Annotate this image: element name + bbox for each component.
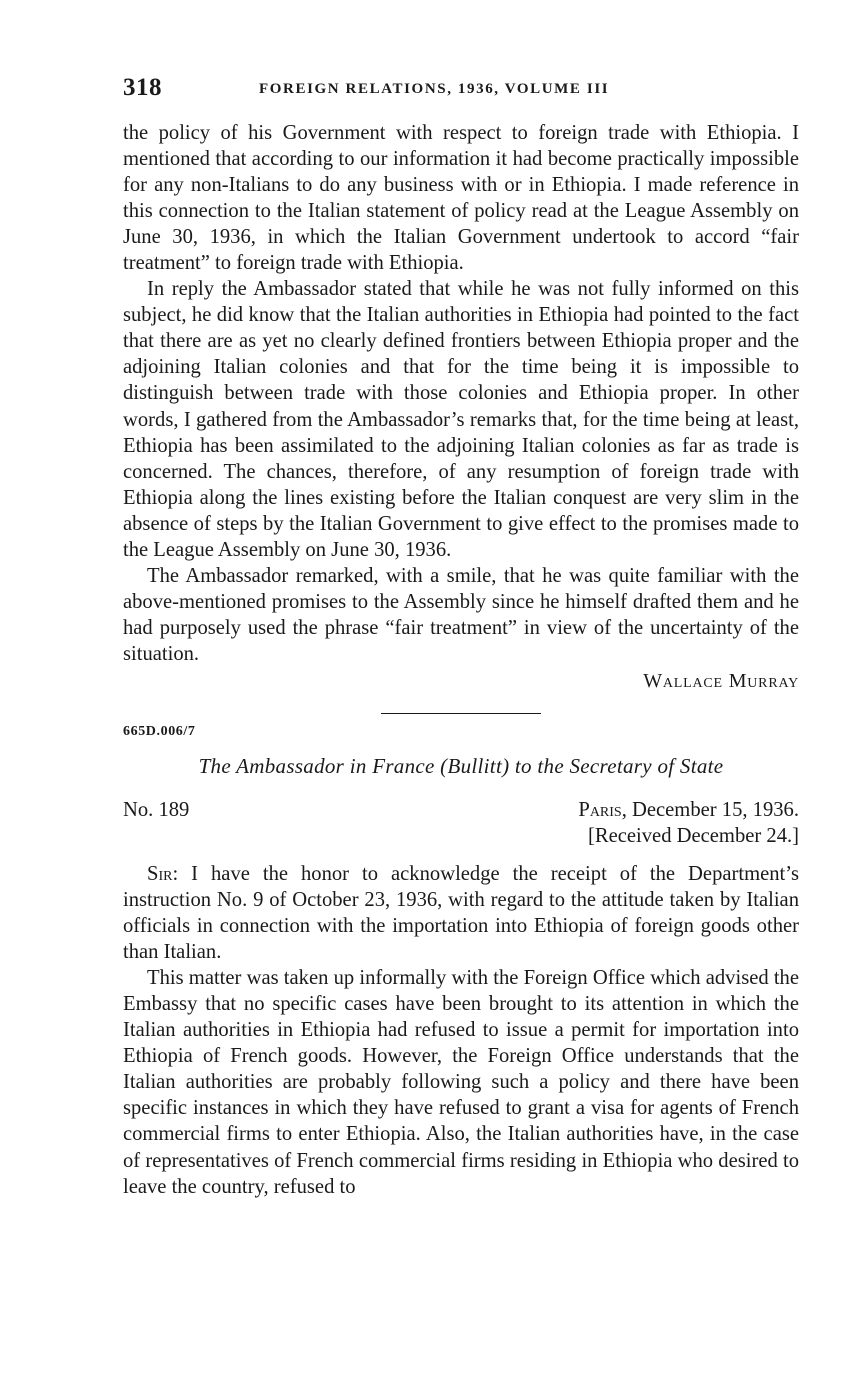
file-number: 665D.006/7 — [123, 723, 196, 739]
signature: Wallace Murray — [643, 669, 799, 692]
received-date: [Received December 24.] — [588, 824, 799, 847]
section-divider — [381, 713, 541, 714]
first-document-body — [123, 120, 799, 667]
date: , December 15, 1936. — [621, 798, 799, 821]
paragraph-text: : I have the honor to acknowledge the receipt of the Department’s instruction No. 9 of October 23, 1936, with regard to the attitude taken by Italian officials in connection with the importation into Ethiopia of foreign goods other than Italian. — [123, 862, 799, 964]
document-number: No. 189 — [123, 798, 190, 821]
salutation: Sir — [147, 862, 173, 885]
second-document-body — [123, 861, 799, 1200]
paragraph — [123, 861, 799, 965]
document-meta — [123, 797, 799, 853]
paragraph: In reply the Ambassador stated that while he was not fully informed on this subject, he did know that the Italian authorities in Ethiopia had pointed to the fact that there are as yet no clearly defined frontiers between Ethiopia proper and the adjoining Italian colonies and that for the time being it is impossible to distinguish between trade with those colonies and Ethiopia proper. In other words, I gathered from the Ambassador’s remarks that, for the time being at least, Ethiopia has been assimilated to the adjoining Italian colonies as far as trade is concerned. The chances, therefore, of any resumption of foreign trade with Ethiopia along the lines existing before the Italian conquest are very slim in the absence of steps by the Italian Government to give effect to the promises made to the League Assembly on June 30, 1936. — [123, 278, 799, 561]
page-number: 318 — [123, 74, 162, 101]
paragraph: This matter was taken up informally with the Foreign Office which advised the Embassy that no specific cases have been brought to its attention in which the Italian authorities in Ethiopia had refused to issue a permit for importation into Ethiopia of French goods. However, the Foreign Office understands that the Italian authorities are probably following such a policy and there have been specific instances in which they have refused to grant a visa for agents of French commercial firms to enter Ethiopia. Also, the Italian authorities have, in the case of representatives of French commercial firms residing in Ethiopia who desired to leave the country, refused to — [123, 967, 799, 1198]
place: Paris — [578, 798, 622, 821]
paragraph: the policy of his Government with respect to foreign trade with Ethiopia. I mentioned that according to our information it had become practically impossible for any non-Italians to do any business with or in Ethiopia. I made reference in this connection to the Italian statement of policy read at the League Assembly on June 30, 1936, in which the Italian Government undertook to accord “fair treatment” to foreign trade with Ethiopia. — [123, 122, 799, 275]
paragraph: The Ambassador remarked, with a smile, that he was quite familiar with the above-mentioned promises to the Assembly since he himself drafted them and he had purposely used the phrase “fair treatment” in view of the uncertainty of the situation. — [123, 564, 799, 665]
running-title: FOREIGN RELATIONS, 1936, VOLUME III — [259, 81, 610, 97]
place-date — [578, 797, 799, 849]
document-page — [123, 74, 799, 1200]
document-title: The Ambassador in France (Bullitt) to the Secretary of State — [198, 753, 724, 778]
running-head — [123, 74, 799, 108]
